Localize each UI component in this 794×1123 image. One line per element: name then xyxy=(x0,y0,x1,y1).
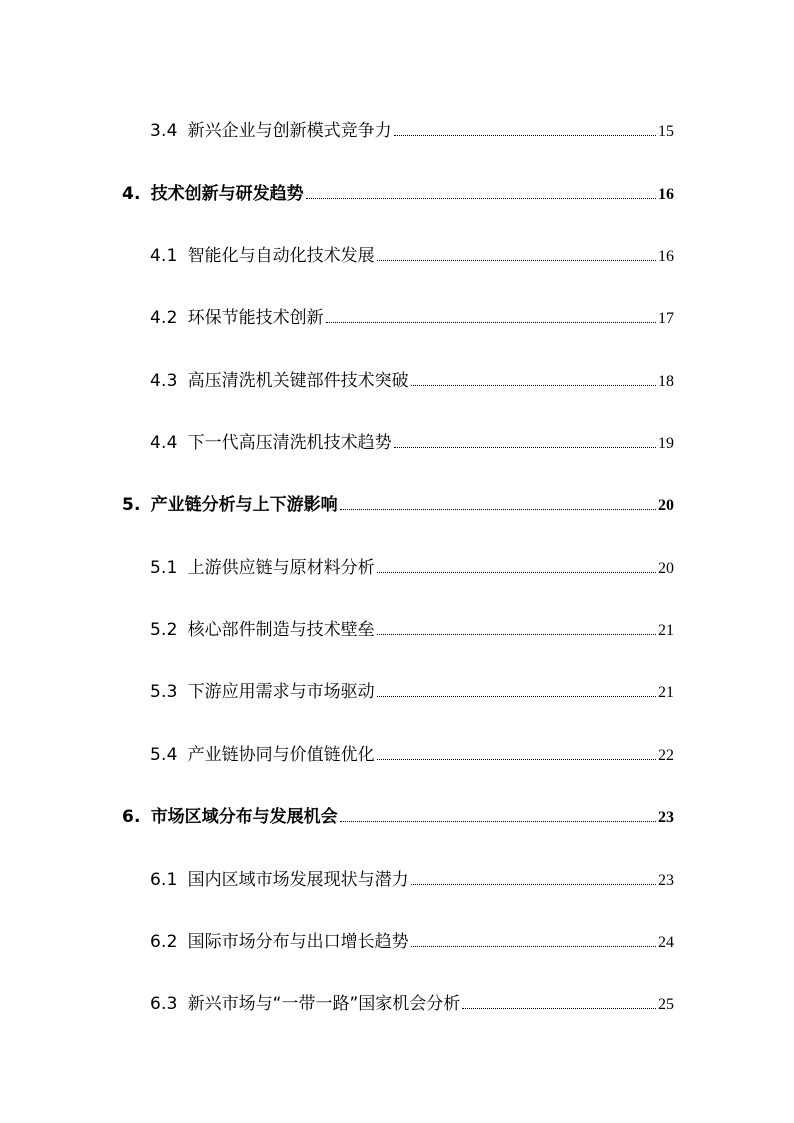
toc-dot-leader xyxy=(377,572,656,573)
toc-title: 产业链分析与上下游影响 xyxy=(150,495,338,515)
toc-entry-5-2[interactable] xyxy=(150,615,674,639)
toc-title: 下一代高压清洗机技术趋势 xyxy=(187,433,392,453)
toc-dot-leader xyxy=(411,884,656,885)
toc-page-number: 21 xyxy=(658,622,674,639)
toc-title: 高压清洗机关键部件技术突破 xyxy=(187,371,409,391)
toc-number: 4.4 xyxy=(150,433,178,453)
toc-number: 5.2 xyxy=(150,620,178,640)
toc-title: 新兴企业与创新模式竞争力 xyxy=(187,121,392,141)
toc-entry-6[interactable] xyxy=(122,802,674,826)
toc-title: 技术创新与研发趋势 xyxy=(150,184,304,204)
toc-dot-leader xyxy=(394,447,656,448)
toc-dot-leader xyxy=(411,946,656,947)
toc-title: 产业链协同与价值链优化 xyxy=(187,745,375,765)
toc-number: 6.2 xyxy=(150,932,178,952)
toc-page-number: 15 xyxy=(658,123,674,140)
toc-page-number: 23 xyxy=(658,809,674,826)
toc-title: 新兴市场与“一带一路”国家机会分析 xyxy=(187,994,461,1014)
toc-page-number: 19 xyxy=(658,435,674,452)
toc-dot-leader xyxy=(377,260,656,261)
toc-title: 环保节能技术创新 xyxy=(187,308,324,328)
toc-number: 3.4 xyxy=(150,121,178,141)
toc-number: 6. xyxy=(122,807,141,827)
toc-entry-4-1[interactable] xyxy=(150,241,674,265)
toc-entry-5-4[interactable] xyxy=(150,740,674,764)
toc-dot-leader xyxy=(340,509,656,510)
toc-page-number: 18 xyxy=(658,373,674,390)
toc-dot-leader xyxy=(462,1008,656,1009)
toc-dot-leader xyxy=(377,696,656,697)
toc-number: 5. xyxy=(122,495,141,515)
toc-number: 4.1 xyxy=(150,246,178,266)
toc-title: 上游供应链与原材料分析 xyxy=(187,558,375,578)
toc-number: 5.4 xyxy=(150,745,178,765)
toc-entry-6-1[interactable] xyxy=(150,865,674,889)
toc-page-number: 21 xyxy=(658,684,674,701)
toc-entry-5-1[interactable] xyxy=(150,553,674,577)
toc-entry-4-4[interactable] xyxy=(150,428,674,452)
toc-title: 核心部件制造与技术壁垒 xyxy=(187,620,375,640)
toc-title: 下游应用需求与市场驱动 xyxy=(187,682,375,702)
toc-dot-leader xyxy=(411,385,656,386)
toc-number: 4. xyxy=(122,184,141,204)
toc-entry-6-2[interactable] xyxy=(150,927,674,951)
toc-page-number: 17 xyxy=(658,310,674,327)
toc-entry-6-3[interactable] xyxy=(150,989,674,1013)
toc-page-number: 22 xyxy=(658,747,674,764)
toc-entry-4[interactable] xyxy=(122,179,674,203)
toc-dot-leader xyxy=(306,198,656,199)
toc-dot-leader xyxy=(377,634,656,635)
toc-dot-leader xyxy=(394,135,656,136)
toc-page-number: 25 xyxy=(658,996,674,1013)
toc-number: 5.3 xyxy=(150,682,178,702)
toc-number: 4.3 xyxy=(150,371,178,391)
toc-entry-4-3[interactable] xyxy=(150,366,674,390)
toc-entry-5-3[interactable] xyxy=(150,677,674,701)
toc-dot-leader xyxy=(326,322,656,323)
toc-number: 6.1 xyxy=(150,870,178,890)
toc-entry-5[interactable] xyxy=(122,490,674,514)
toc-page-number: 23 xyxy=(658,872,674,889)
toc-page-number: 16 xyxy=(658,248,674,265)
toc-title: 智能化与自动化技术发展 xyxy=(187,246,375,266)
toc-page-number: 24 xyxy=(658,934,674,951)
toc-entry-4-2[interactable] xyxy=(150,303,674,327)
toc-page-number: 16 xyxy=(658,186,674,203)
toc-title: 国内区域市场发展现状与潜力 xyxy=(187,870,409,890)
toc-page-number: 20 xyxy=(658,497,674,514)
toc-dot-leader xyxy=(377,759,656,760)
toc-title: 市场区域分布与发展机会 xyxy=(150,807,338,827)
toc-title: 国际市场分布与出口增长趋势 xyxy=(187,932,409,952)
toc-number: 5.1 xyxy=(150,558,178,578)
toc-entry-3-4[interactable] xyxy=(150,116,674,140)
toc-dot-leader xyxy=(340,821,656,822)
toc-number: 6.3 xyxy=(150,994,178,1014)
toc-page-number: 20 xyxy=(658,560,674,577)
toc-number: 4.2 xyxy=(150,308,178,328)
